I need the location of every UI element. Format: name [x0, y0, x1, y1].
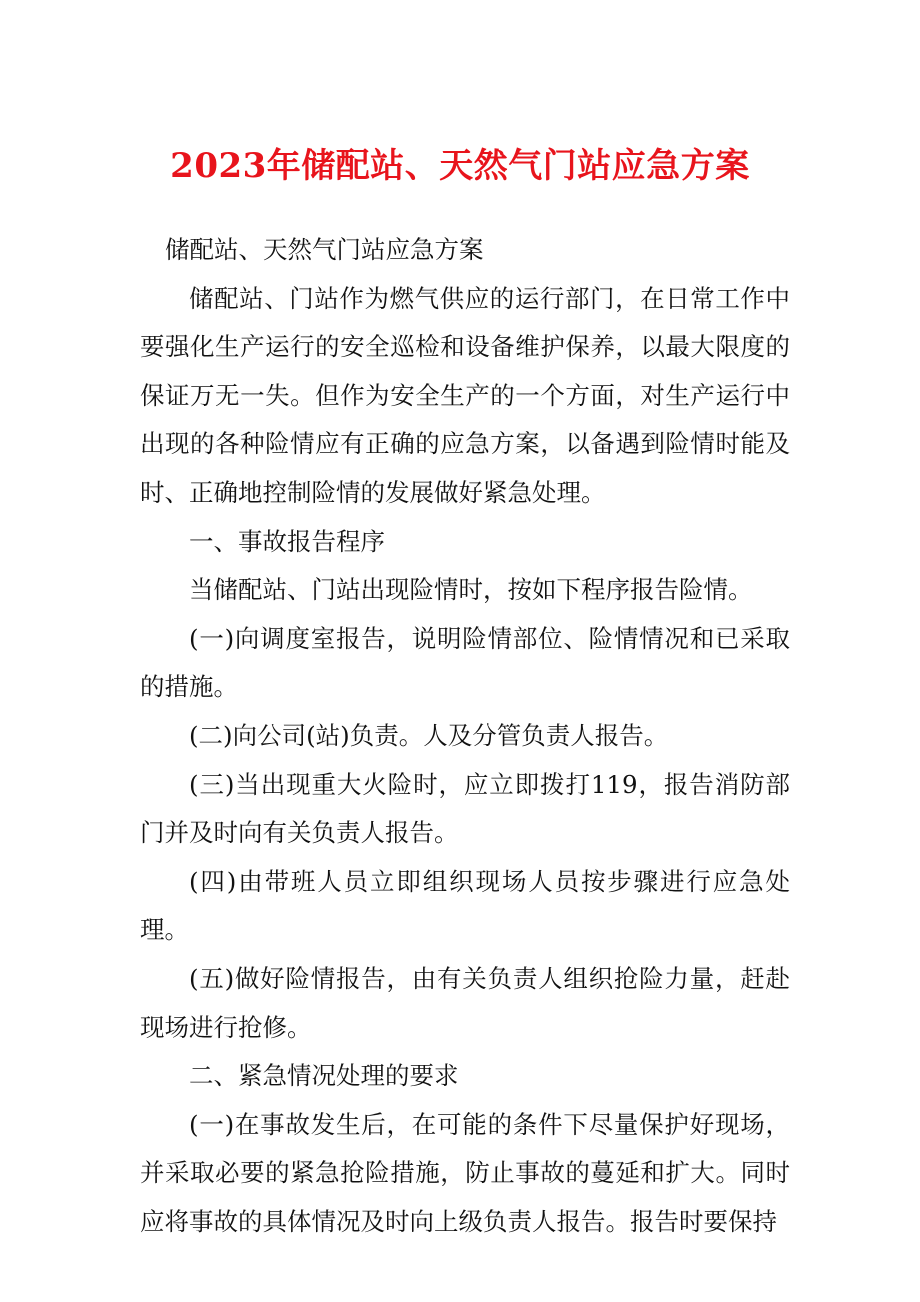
intro-paragraph: 储配站、门站作为燃气供应的运行部门，在日常工作中要强化生产运行的安全巡检和设备维护保养，以最大限度的保证万无一失。但作为安全生产的一个方面，对生产运行中出现的各种险情应有正确的应急方案，以备遇到险情时能及时、正确地控制险情的发展做好紧急处理。: [140, 283, 790, 507]
list-item-1-2: (二)向公司(站)负责。人及分管负责人报告。: [189, 720, 669, 750]
list-item-2-1: (一)在事故发生后，在可能的条件下尽量保护好现场，并采取必要的紧急抢险措施，防止事故的蔓延和扩大。同时应将事故的具体情况及时向上级负责人报告。报告时要保持: [140, 1109, 790, 1236]
section-heading-2: 二、紧急情况处理的要求: [189, 1061, 459, 1091]
list-item-1-5: (五)做好险情报告，由有关负责人组织抢险力量，赶赴现场进行抢修。: [140, 963, 790, 1042]
list-item-1-3: (三)当出现重大火险时，应立即拨打119，报告消防部门并及时向有关负责人报告。: [140, 769, 790, 848]
document-title: 2023年储配站、天然气门站应急方案: [170, 146, 750, 186]
body-paragraph: 当储配站、门站出现险情时，按如下程序报告险情。: [189, 575, 753, 605]
subtitle-paragraph: 储配站、天然气门站应急方案: [165, 235, 484, 264]
list-item-1-1: (一)向调度室报告，说明险情部位、险情情况和已采取的措施。: [140, 623, 790, 702]
document-body: [140, 226, 790, 1246]
list-item-1-4: (四)由带班人员立即组织现场人员按步骤进行应急处理。: [140, 866, 790, 945]
section-heading-1: 一、事故报告程序: [189, 526, 385, 556]
